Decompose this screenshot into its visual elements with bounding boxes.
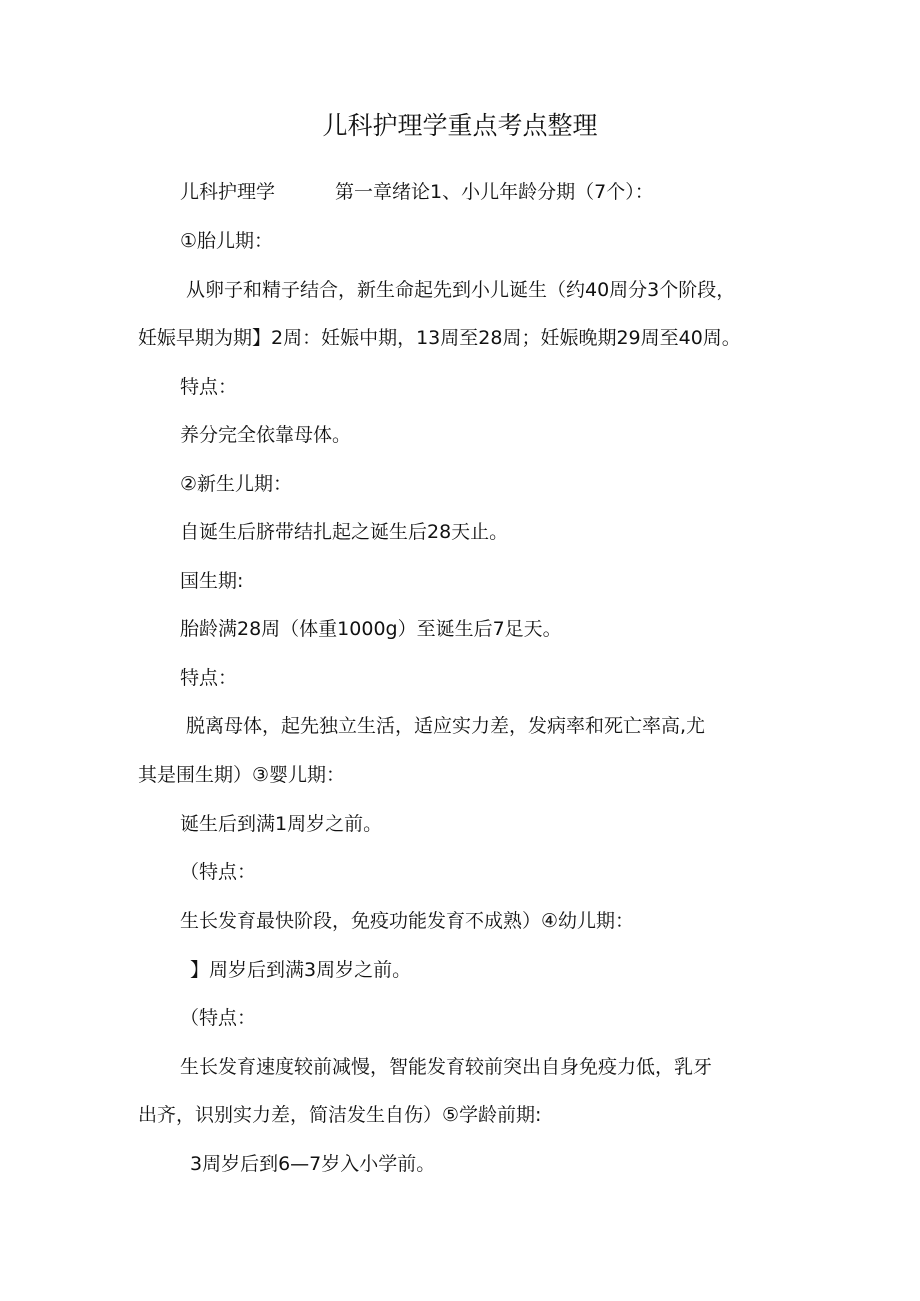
text-line: 特点： bbox=[180, 376, 238, 398]
document-title: 儿科护理学重点考点整理 bbox=[322, 111, 598, 140]
chapter-heading-line bbox=[180, 178, 654, 206]
text-line: （特点： bbox=[180, 861, 257, 883]
text-line: 生长发育速度较前减慢，智能发育较前突出自身免疫力低，乳牙 bbox=[180, 1056, 713, 1078]
text-line: 特点： bbox=[180, 667, 238, 689]
text-line: 自诞生后脐带结扎起之诞生后28天止。 bbox=[180, 521, 509, 543]
text-line: 养分完全依靠母体。 bbox=[180, 424, 352, 446]
chapter-title: 第一章绪论1、小儿年龄分期（7个）： bbox=[335, 181, 654, 203]
text-line: 胎龄满28周（体重1000g）至诞生后7足天。 bbox=[180, 618, 562, 640]
chapter-subject: 儿科护理学 bbox=[180, 181, 276, 203]
text-line: 】周岁后到满3周岁之前。 bbox=[190, 959, 412, 981]
text-line: （特点： bbox=[180, 1007, 257, 1029]
text-line: 3周岁后到6—7岁入小学前。 bbox=[190, 1153, 436, 1175]
text-line: 出齐，识别实力差，简洁发生自伤）⑤学龄前期: bbox=[138, 1104, 542, 1126]
text-line: ①胎儿期： bbox=[180, 230, 274, 252]
text-line: 妊娠早期为期】2周：妊娠中期，13周至28周；妊娠晚期29周至40周。 bbox=[138, 327, 741, 349]
text-line: 从卵子和精子结合，新生命起先到小儿诞生（约40周分3个阶段， bbox=[186, 279, 736, 301]
text-line: ②新生儿期： bbox=[180, 473, 293, 495]
text-line: 诞生后到满1周岁之前。 bbox=[180, 813, 383, 835]
text-line: 其是围生期）③婴儿期： bbox=[138, 764, 346, 786]
text-line: 生长发育最快阶段，免疫功能发育不成熟）④幼儿期： bbox=[180, 910, 635, 932]
text-line: 脱离母体，起先独立生活，适应实力差，发病率和死亡率高,尤 bbox=[186, 715, 706, 737]
text-line: 国生期: bbox=[180, 570, 244, 592]
